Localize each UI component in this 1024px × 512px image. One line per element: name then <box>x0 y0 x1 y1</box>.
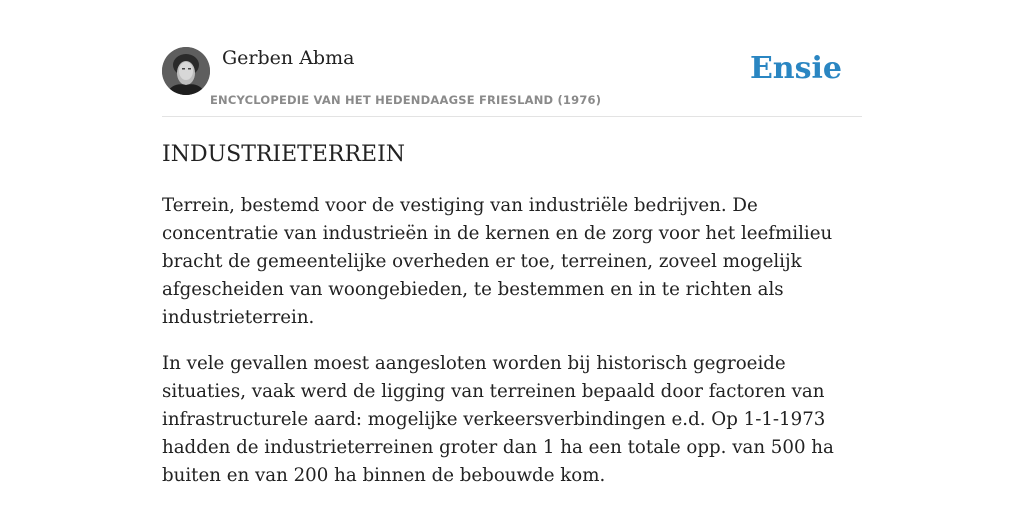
author-name[interactable]: Gerben Abma <box>222 47 355 69</box>
author-avatar[interactable] <box>162 47 210 95</box>
header <box>162 46 862 117</box>
article-paragraph: In vele gevallen moest aangesloten worden bij historisch gegroeide situaties, vaak werd de ligging van terreinen bepaald door factoren van infrastructurele aard: mogelijke verkeersverbindingen e.d. Op 1-1-1973 hadden de industrieterreinen groter dan 1 ha een totale opp. van 500 ha buiten en van 200 ha binnen de bebouwde kom. <box>162 353 834 486</box>
source-label[interactable]: ENCYCLOPEDIE VAN HET HEDENDAAGSE FRIESLAND (1976) <box>210 93 602 107</box>
avatar-portrait <box>162 47 210 95</box>
ensie-logo[interactable]: Ensie <box>749 51 842 86</box>
article-paragraph: Terrein, bestemd voor de vestiging van industriële bedrijven. De concentratie van industrieën in de kernen en de zorg voor het leefmilieu bracht de gemeentelijke overheden er toe, terreinen, zoveel mogelijk afgescheiden van woongebieden, te bestemmen en in te richten als industrieterrein. <box>162 195 833 328</box>
article-body <box>162 192 867 508</box>
article-title: INDUSTRIETERREIN <box>162 142 406 167</box>
